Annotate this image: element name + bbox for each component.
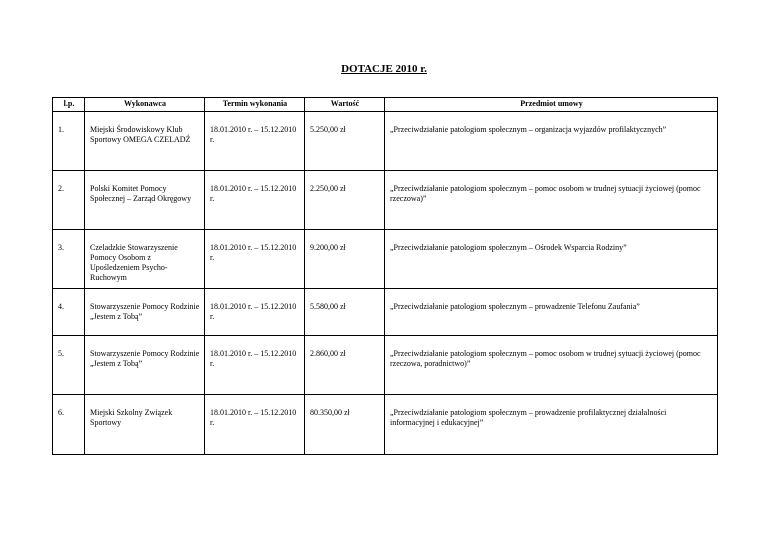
cell-lp: 3. (53, 230, 85, 289)
cell-lp: 6. (53, 395, 85, 455)
cell-wykonawca: Miejski Szkolny Związek Sportowy (85, 395, 205, 455)
cell-przedmiot: „Przeciwdziałanie patologiom społecznym – pomoc osobom w trudnej sytuacji życiowej (pomoc rzeczowa, poradnictwo)” (385, 336, 718, 395)
cell-termin: 18.01.2010 r. – 15.12.2010 r. (205, 112, 305, 171)
table-row (53, 336, 718, 395)
header-termin: Termin wykonania (205, 98, 305, 112)
cell-lp: 2. (53, 171, 85, 230)
grants-table (52, 97, 718, 455)
cell-wartosc: 2.860,00 zł (305, 336, 385, 395)
cell-lp: 1. (53, 112, 85, 171)
cell-lp: 4. (53, 289, 85, 336)
table-row (53, 112, 718, 171)
cell-termin: 18.01.2010 r. – 15.12.2010 r. (205, 230, 305, 289)
cell-wartosc: 5.580,00 zł (305, 289, 385, 336)
cell-wartosc: 2.250,00 zł (305, 171, 385, 230)
cell-przedmiot: „Przeciwdziałanie patologiom społecznym – prowadzenie Telefonu Zaufania” (385, 289, 718, 336)
cell-wykonawca: Miejski Środowiskowy Klub Sportowy OMEGA CZELADŹ (85, 112, 205, 171)
cell-przedmiot: „Przeciwdziałanie patologiom społecznym – organizacja wyjazdów profilaktycznych” (385, 112, 718, 171)
cell-termin: 18.01.2010 r. – 15.12.2010 r. (205, 395, 305, 455)
table-header-row (53, 98, 718, 112)
cell-wartosc: 9.200,00 zł (305, 230, 385, 289)
cell-termin: 18.01.2010 r. – 15.12.2010 r. (205, 171, 305, 230)
page-title: DOTACJE 2010 r. (341, 63, 427, 75)
header-wartosc: Wartość (305, 98, 385, 112)
table-row (53, 230, 718, 289)
header-lp: l.p. (53, 98, 85, 112)
cell-przedmiot: „Przeciwdziałanie patologiom społecznym – pomoc osobom w trudnej sytuacji życiowej (pomoc rzeczowa)” (385, 171, 718, 230)
cell-przedmiot: „Przeciwdziałanie patologiom społecznym – prowadzenie profilaktycznej działalności informacyjnej i edukacyjnej” (385, 395, 718, 455)
table-row (53, 289, 718, 336)
cell-wartosc: 80.350,00 zł (305, 395, 385, 455)
cell-przedmiot: „Przeciwdziałanie patologiom społecznym – Ośrodek Wsparcia Rodziny” (385, 230, 718, 289)
cell-wartosc: 5.250,00 zł (305, 112, 385, 171)
cell-wykonawca: Stowarzyszenie Pomocy Rodzinie „Jestem z Tobą” (85, 336, 205, 395)
cell-termin: 18.01.2010 r. – 15.12.2010 r. (205, 336, 305, 395)
cell-wykonawca: Czeladzkie Stowarzyszenie Pomocy Osobom z Upośledzeniem Psycho-Ruchowym (85, 230, 205, 289)
cell-lp: 5. (53, 336, 85, 395)
header-przedmiot: Przedmiot umowy (385, 98, 718, 112)
header-wykonawca: Wykonawca (85, 98, 205, 112)
table-row (53, 395, 718, 455)
cell-wykonawca: Stowarzyszenie Pomocy Rodzinie „Jestem z Tobą” (85, 289, 205, 336)
cell-termin: 18.01.2010 r. – 15.12.2010 r. (205, 289, 305, 336)
table-row (53, 171, 718, 230)
cell-wykonawca: Polski Komitet Pomocy Społecznej – Zarząd Okręgowy (85, 171, 205, 230)
